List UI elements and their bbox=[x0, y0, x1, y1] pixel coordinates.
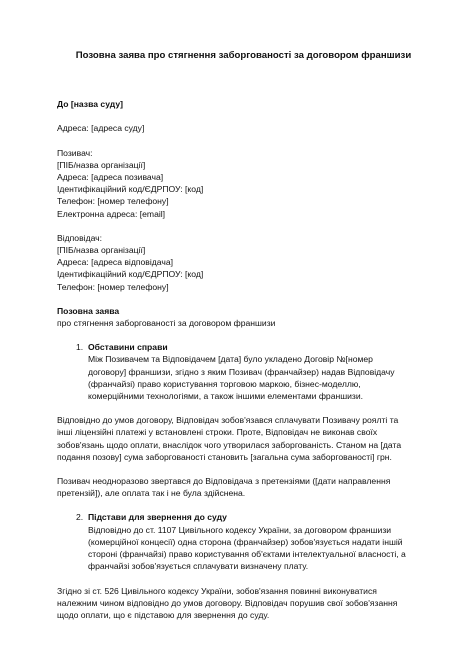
plaintiff-line: Електронна адреса: [email] bbox=[57, 208, 166, 219]
section-heading: Обставини справи bbox=[88, 342, 168, 353]
section-number: 2. bbox=[76, 512, 84, 523]
defendant-line: Телефон: [номер телефону] bbox=[57, 281, 169, 292]
paragraph-claims bbox=[57, 475, 426, 499]
section-heading: Підстави для звернення до суду bbox=[88, 512, 227, 523]
section-line: Відповідно до ст. 1107 Цивільного кодексу України, за договором франшизи bbox=[88, 524, 392, 535]
court-address: Адреса: [адреса суду] bbox=[57, 123, 145, 134]
paragraph-line: претензій]), але оплата так і не була здійснена. bbox=[57, 488, 246, 499]
paragraph-line: Позивач неодноразово звертався до Відповідача з претензіями ([дати направлення bbox=[57, 476, 391, 487]
section-line: комерційними технологіями, а також іншими елементами франшизи. bbox=[88, 391, 364, 402]
defendant-block bbox=[57, 232, 426, 293]
paragraph-line: щодо оплати, що є підставою для звернення до суду. bbox=[57, 609, 270, 620]
section-line: Між Позивачем та Відповідачем [дата] було укладено Договір №[номер bbox=[88, 354, 373, 365]
paragraph-line: подання позову] сума заборгованості становить [загальна сума заборгованості] грн. bbox=[57, 451, 392, 462]
defendant-line: [ПІБ/назва організації] bbox=[57, 245, 146, 256]
section-line: договору] франшизи, згідно з яким Позивач (франчайзер) надав Відповідачу bbox=[88, 366, 395, 377]
plaintiff-line: Адреса: [адреса позивача] bbox=[57, 172, 164, 183]
paragraph-line: належним чином відповідно до умов договору. Відповідач порушив свої зобов'язання bbox=[57, 597, 398, 608]
document-title: Позовна заява про стягнення заборгованості за договором франшизи bbox=[75, 50, 412, 61]
paragraph-line: Відповідно до умов договору, Відповідач зобов'язався сплачувати Позивачу роялті та bbox=[57, 415, 399, 426]
section-circumstances bbox=[57, 341, 426, 402]
plaintiff-label: Позивач: bbox=[57, 147, 93, 158]
paragraph-legal-basis bbox=[57, 585, 426, 622]
section-number: 1. bbox=[76, 342, 84, 353]
plaintiff-line: Ідентифікаційний код/ЄДРПОУ: [код] bbox=[57, 184, 204, 195]
claim-title: Позовна заява bbox=[57, 305, 120, 316]
section-line: (комерційної концесії) одна сторона (франчайзер) зобов'язується надати іншій bbox=[88, 536, 403, 547]
defendant-line: Адреса: [адреса відповідача] bbox=[57, 257, 174, 268]
section-line: франчайзі зобов'язується сплачувати визначену плату. bbox=[88, 561, 309, 572]
section-line: (франчайзі) право користування торговою маркою, бізнес-моделлю, bbox=[88, 378, 361, 389]
section-grounds bbox=[57, 511, 426, 572]
defendant-line: Ідентифікаційний код/ЄДРПОУ: [код] bbox=[57, 269, 204, 280]
section-line: стороні (франчайзі) право користування об'єктами інтелектуальної власності, а bbox=[88, 549, 406, 560]
paragraph-line: Згідно зі ст. 526 Цивільного кодексу України, зобов'язання повинні виконуватися bbox=[57, 585, 377, 596]
paragraph-line: інші ліцензійні платежі у встановлені строки. Проте, Відповідач не виконав своїх bbox=[57, 427, 378, 438]
plaintiff-block bbox=[57, 147, 426, 220]
plaintiff-line: Телефон: [номер телефону] bbox=[57, 196, 169, 207]
plaintiff-line: [ПІБ/назва організації] bbox=[57, 159, 146, 170]
paragraph-line: зобов'язань щодо оплати, внаслідок чого утворилася заборгованість. Станом на [дата bbox=[57, 439, 402, 450]
defendant-label: Відповідач: bbox=[57, 232, 103, 243]
court-name: До [назва суду] bbox=[57, 99, 123, 110]
claim-subtitle: про стягнення заборгованості за договором франшизи bbox=[57, 318, 276, 329]
paragraph-contract-terms bbox=[57, 414, 426, 463]
